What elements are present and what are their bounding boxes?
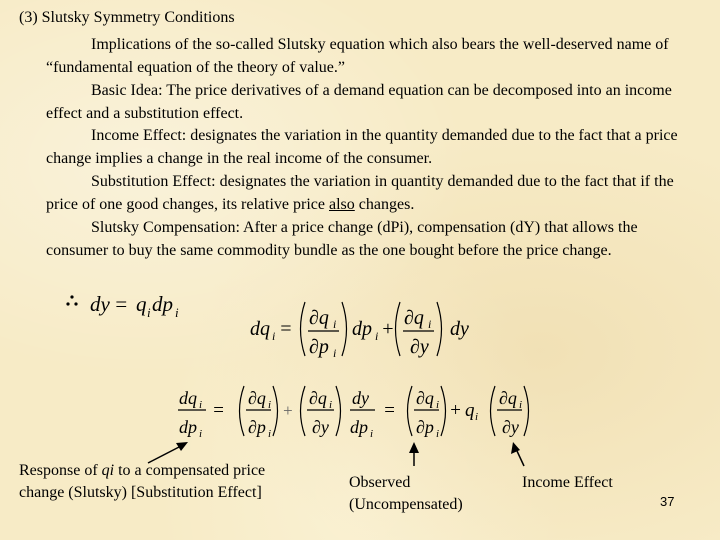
svg-text:i: i bbox=[272, 329, 276, 343]
svg-text:i: i bbox=[333, 346, 337, 360]
svg-text:∂y: ∂y bbox=[312, 417, 329, 437]
paragraph-text: Basic Idea: The price derivatives of a demand equation can be decomposed into an income effect and a substitution effect. bbox=[46, 82, 672, 122]
svg-text:i: i bbox=[329, 399, 333, 411]
svg-text:∂q: ∂q bbox=[309, 388, 327, 408]
svg-text:=: = bbox=[383, 400, 396, 421]
svg-text:i: i bbox=[175, 305, 179, 320]
equation-slutsky-terms bbox=[179, 388, 522, 440]
svg-text:dq: dq bbox=[250, 318, 270, 340]
svg-text:i: i bbox=[475, 411, 479, 423]
paragraph-text-end: changes. bbox=[354, 195, 415, 213]
svg-text:∂p: ∂p bbox=[248, 417, 266, 437]
svg-text:dy: dy bbox=[90, 292, 110, 316]
svg-text:i: i bbox=[519, 399, 523, 411]
svg-text:+: + bbox=[282, 401, 294, 420]
annotation-text: to a compensated price change (Slutsky) [Substitution Effect] bbox=[19, 462, 266, 501]
svg-text:∂q: ∂q bbox=[404, 307, 424, 329]
svg-text:i: i bbox=[370, 428, 374, 440]
svg-text:dq: dq bbox=[179, 388, 197, 408]
svg-text:dy: dy bbox=[450, 318, 469, 340]
paragraph-text: Substitution Effect: designates the variation in quantity demanded due to the fact that if the price of one good changes, its relative price bbox=[46, 173, 674, 213]
svg-text:dp: dp bbox=[350, 417, 368, 437]
svg-text:=: = bbox=[279, 318, 293, 340]
svg-text:i: i bbox=[199, 399, 203, 411]
svg-text:i: i bbox=[428, 317, 432, 331]
svg-text:q: q bbox=[465, 400, 475, 421]
equation-total-differential-terms bbox=[250, 307, 469, 360]
svg-text:i: i bbox=[333, 317, 337, 331]
svg-text:i: i bbox=[436, 428, 440, 440]
svg-text:∂y: ∂y bbox=[410, 336, 429, 358]
svg-text:∂q: ∂q bbox=[309, 307, 329, 329]
annotation-income-effect: Income Effect bbox=[522, 474, 613, 491]
annotation-substitution-effect bbox=[19, 460, 289, 504]
arrow-observed bbox=[409, 442, 419, 466]
svg-text:∂y: ∂y bbox=[502, 417, 519, 437]
svg-text:∂q: ∂q bbox=[416, 388, 434, 408]
svg-text:i: i bbox=[199, 428, 203, 440]
svg-text:+: + bbox=[449, 400, 462, 421]
slide-heading: (3) Slutsky Symmetry Conditions bbox=[19, 9, 235, 26]
svg-text:dp: dp bbox=[352, 318, 372, 340]
svg-text:i: i bbox=[147, 305, 151, 320]
underlined-word: also bbox=[329, 195, 355, 213]
svg-text:i: i bbox=[268, 399, 272, 411]
annotation-observed: Observed (Uncompensated) bbox=[349, 474, 463, 513]
svg-text:i: i bbox=[436, 399, 440, 411]
paragraph-text: Slutsky Compensation: After a price change (dPi), compensation (dY) that allows the consumer to buy the same commodity bundle as the one bought before the price change. bbox=[46, 219, 638, 259]
equation-dy-qi-dpi bbox=[66, 292, 179, 320]
svg-text:∂p: ∂p bbox=[416, 417, 434, 437]
svg-text:dp: dp bbox=[152, 292, 173, 316]
svg-text:q: q bbox=[136, 292, 147, 316]
arrow-income-effect bbox=[511, 442, 524, 466]
paragraph-text: Implications of the so-called Slutsky equation which also bears the well-deserved name of “fundamental equation of the theory of value.” bbox=[46, 36, 669, 76]
svg-text:=: = bbox=[212, 400, 225, 421]
svg-text:+: + bbox=[381, 318, 395, 340]
svg-text:∂q: ∂q bbox=[248, 388, 266, 408]
svg-text:i: i bbox=[268, 428, 272, 440]
svg-text:dp: dp bbox=[179, 417, 197, 437]
annotation-variable: qi bbox=[101, 462, 115, 479]
page-number: 37 bbox=[660, 494, 675, 509]
svg-text:=: = bbox=[114, 292, 129, 316]
svg-text:dy: dy bbox=[352, 388, 369, 408]
svg-text:i: i bbox=[375, 329, 379, 343]
svg-text:∂p: ∂p bbox=[309, 336, 329, 358]
svg-text:∂q: ∂q bbox=[499, 388, 517, 408]
paragraph-text: Income Effect: designates the variation in the quantity demanded due to the fact that a price change implies a change in the real income of the consumer. bbox=[46, 127, 678, 167]
annotation-text: Response of bbox=[19, 462, 102, 479]
